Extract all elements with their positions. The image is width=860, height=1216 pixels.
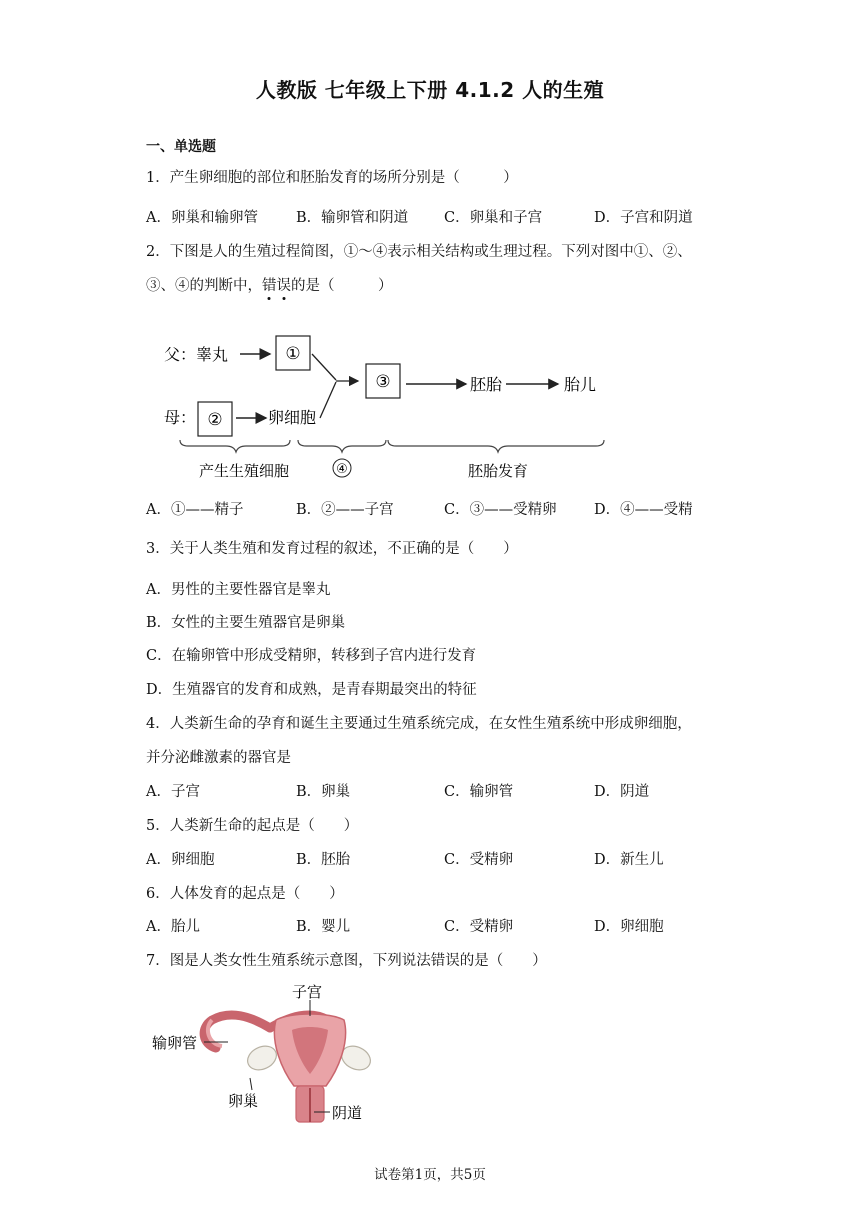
q3-option-c[interactable]: C．在输卵管中形成受精卵，转移到子宫内进行发育 <box>146 648 477 664</box>
q5-option-c[interactable]: C．受精卵 <box>444 852 514 868</box>
q2-stem-post: 的是（ ） <box>291 278 393 294</box>
q2-option-a[interactable]: A．①——精子 <box>146 502 244 518</box>
diagram-box-1-label: ① <box>285 344 301 364</box>
question-7-stem: 7．图是人类女性生殖系统示意图，下列说法错误的是（ ） <box>146 953 547 969</box>
diagram-embryo-label: 胚胎 <box>470 375 503 394</box>
diagram-box-3-label: ③ <box>375 372 391 392</box>
label-ovary: 卵巢 <box>228 1092 259 1110</box>
q2-option-c[interactable]: C．③——受精卵 <box>444 502 557 518</box>
q5-option-d[interactable]: D．新生儿 <box>594 852 664 868</box>
q2-emphasis-char-1: 错 <box>262 278 277 294</box>
q1-option-c[interactable]: C．卵巢和子宫 <box>444 210 543 226</box>
q4-option-b[interactable]: B．卵巢 <box>296 784 351 800</box>
question-4-stem-line1: 4．人类新生命的孕育和诞生主要通过生殖系统完成，在女性生殖系统中形成卵细胞， <box>146 716 692 732</box>
label-oviduct: 输卵管 <box>152 1034 198 1052</box>
brace-2-label: ④ <box>336 462 348 477</box>
q5-option-a[interactable]: A．卵细胞 <box>146 852 215 868</box>
q3-option-a[interactable]: A．男性的主要性器官是睾丸 <box>146 582 331 598</box>
q6-option-b[interactable]: B．婴儿 <box>296 919 351 935</box>
question-5-stem: 5．人类新生命的起点是（ ） <box>146 818 359 834</box>
question-6-stem: 6．人体发育的起点是（ ） <box>146 886 344 902</box>
question-1-stem: 1．产生卵细胞的部位和胚胎发育的场所分别是（ ） <box>146 170 518 186</box>
question-3-stem: 3．关于人类生殖和发育过程的叙述，不正确的是（ ） <box>146 541 518 557</box>
section-heading: 一、单选题 <box>146 139 216 155</box>
q2-option-b[interactable]: B．②——子宫 <box>296 502 394 518</box>
q1-option-a[interactable]: A．卵巢和输卵管 <box>146 210 258 226</box>
brace-3-label: 胚胎发育 <box>467 462 529 480</box>
q2-option-d[interactable]: D．④——受精 <box>594 502 693 518</box>
q5-option-b[interactable]: B．胚胎 <box>296 852 351 868</box>
q6-option-a[interactable]: A．胎儿 <box>146 919 200 935</box>
q3-option-b[interactable]: B．女性的主要生殖器官是卵巢 <box>146 615 346 631</box>
q6-option-c[interactable]: C．受精卵 <box>444 919 514 935</box>
reproduction-process-diagram <box>160 330 620 486</box>
q2-emphasis-char-2: 误 <box>276 278 291 294</box>
q1-option-d[interactable]: D．子宫和阴道 <box>594 210 693 226</box>
diagram-egg-label: 卵细胞 <box>268 408 317 427</box>
left-ovary <box>244 1042 280 1075</box>
q2-stem-pre: ③、④的判断中， <box>146 278 262 294</box>
page-title: 人教版 七年级上下册 4.1.2 人的生殖 <box>255 78 605 102</box>
female-reproductive-diagram <box>150 982 400 1132</box>
question-2-stem-line1: 2．下图是人的生殖过程简图，①～④表示相关结构或生理过程。下列对图中①、②、 <box>146 244 692 260</box>
question-2-stem-line2 <box>146 276 393 296</box>
brace-1-label: 产生生殖细胞 <box>198 462 290 480</box>
diagram-fetus-label: 胎儿 <box>564 375 597 394</box>
label-vagina: 阴道 <box>332 1104 363 1122</box>
diagram-mother-label: 母： <box>164 408 197 427</box>
q1-option-b[interactable]: B．输卵管和阴道 <box>296 210 409 226</box>
q4-option-c[interactable]: C．输卵管 <box>444 784 514 800</box>
diagram-father-label: 父：睾丸 <box>164 345 229 364</box>
label-uterus: 子宫 <box>292 983 323 1001</box>
q3-option-d[interactable]: D．生殖器官的发育和成熟，是青春期最突出的特征 <box>146 682 477 698</box>
question-4-stem-line2: 并分泌雌激素的器官是 <box>146 750 291 766</box>
q4-option-d[interactable]: D．阴道 <box>594 784 650 800</box>
brace-produce-cells <box>180 440 290 452</box>
q6-option-d[interactable]: D．卵细胞 <box>594 919 664 935</box>
brace-fertilization <box>298 440 386 452</box>
page-footer: 试卷第1页，共5页 <box>374 1167 486 1183</box>
diagram-box-2-label: ② <box>207 410 223 430</box>
brace-embryo-development <box>388 440 604 452</box>
q4-option-a[interactable]: A．子宫 <box>146 784 200 800</box>
